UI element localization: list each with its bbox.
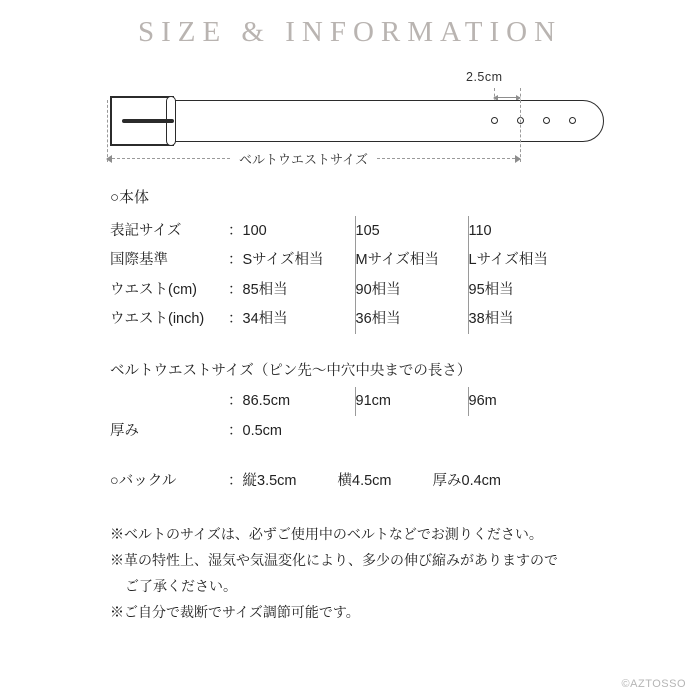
hole-spacing-arrow [494, 97, 520, 98]
row-label: ウエスト(inch) [110, 311, 205, 328]
thickness-value: 0.5cm [242, 422, 282, 439]
waist-guide-line-right [520, 100, 521, 162]
buckle-label: ○バックル [110, 472, 177, 489]
buckle-width: 横4.5cm [337, 472, 392, 489]
table-row [110, 275, 581, 304]
row-value-3: 110 [468, 216, 581, 245]
watermark: ©AZTOSSO [621, 678, 686, 690]
hole-spacing-label: 2.5cm [466, 70, 503, 84]
waist-measure-label: ベルトウエストサイズ [231, 149, 376, 168]
row-value-2: 90相当 [355, 275, 468, 304]
row-value-1: 34相当 [242, 311, 288, 328]
row-label: ウエスト(cm) [110, 281, 197, 298]
body-section-heading: ○本体 [110, 189, 150, 206]
waist-guide-line-left [107, 100, 108, 162]
row-colon: ： [228, 393, 243, 410]
buckle-thickness: 厚み0.4cm [432, 472, 501, 489]
row-value-2: 36相当 [355, 305, 468, 334]
body-spec-table [110, 216, 581, 334]
row-value-1: 86.5cm [242, 393, 291, 410]
table-row [110, 387, 581, 416]
row-value-2: 105 [355, 216, 468, 245]
row-label: 表記サイズ [110, 222, 182, 239]
page-title: SIZE & INFORMATION [137, 16, 563, 48]
buckle-colon: ： [228, 472, 243, 489]
waist-arrow-left [106, 155, 112, 163]
buckle-height: 縦3.5cm [242, 472, 297, 489]
waist-section-heading: ベルトウエストサイズ（ピン先～中穴中央までの長さ） [110, 363, 472, 380]
row-colon: ： [228, 281, 243, 298]
belt-prong-shape [122, 119, 174, 123]
notes-section [110, 522, 610, 626]
belt-diagram [100, 70, 610, 180]
spacer [110, 338, 610, 360]
belt-strap-shape [170, 100, 604, 142]
row-colon: ： [228, 252, 243, 269]
specs-content [110, 186, 610, 626]
note-line: ご了承ください。 [125, 577, 237, 594]
note-line: ※ご自分で裁断でサイズ調節可能です。 [110, 603, 360, 620]
row-value-3: 96m [468, 387, 581, 416]
belt-hole [491, 117, 498, 124]
row-value-3: 38相当 [468, 305, 581, 334]
thickness-label: 厚み [110, 422, 139, 439]
row-value-2: Mサイズ相当 [355, 246, 468, 275]
thickness-colon: ： [228, 422, 243, 439]
note-line: ※革の特性上、湿気や気温変化により、多少の伸び縮みがありますので [110, 551, 558, 568]
buckle-section [110, 470, 610, 492]
row-value-1: 85相当 [242, 281, 288, 298]
row-colon: ： [228, 311, 243, 328]
belt-hole [543, 117, 550, 124]
row-value-2: 91cm [355, 387, 468, 416]
row-value-1: 100 [242, 222, 267, 239]
table-row [110, 246, 581, 275]
row-label: 国際基準 [110, 252, 168, 269]
row-value-3: 95相当 [468, 275, 581, 304]
note-line: ※ベルトのサイズは、必ずご使用中のベルトなどでお測りください。 [110, 526, 543, 542]
row-value-3: Lサイズ相当 [468, 246, 581, 275]
row-value-1: Sサイズ相当 [242, 252, 324, 269]
waist-arrow-right [515, 155, 521, 163]
belt-hole [569, 117, 576, 124]
table-row [110, 216, 581, 245]
row-colon: ： [228, 222, 243, 239]
table-row [110, 305, 581, 334]
table-row [110, 416, 581, 445]
waist-spec-table [110, 387, 581, 446]
row-label [110, 387, 228, 416]
